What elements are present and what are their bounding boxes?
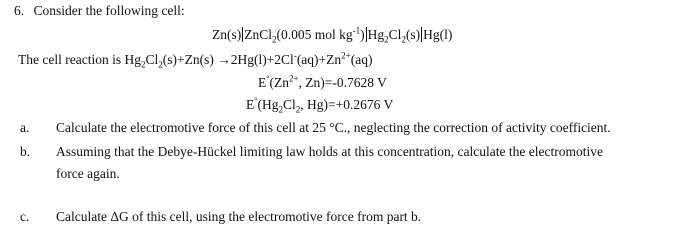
standard-potential-hg: $E^\circ(Hg_2Cl_2$, Hg)=+0.2676 V (246, 96, 394, 115)
phase-boundary (421, 27, 422, 42)
cell-cathode: Hg(l) (423, 27, 453, 42)
cell-anode: Zn(s) (212, 27, 242, 42)
part-b-label: b. (20, 144, 31, 159)
cell-concentration: (0.005 mol kg (276, 27, 353, 42)
part-c-text: Calculate ΔG of this cell, using the electromotive force from part b. (56, 209, 422, 224)
question-header (14, 4, 185, 18)
question-number: 6. (14, 3, 25, 18)
part-b-text: Assuming that the Debye-Hückel limiting law holds at this concentration, calculate the electromotive (56, 144, 603, 159)
part-a-label: a. (20, 120, 30, 135)
question-intro: Consider the following cell: (33, 3, 185, 18)
standard-potential-zn: $E^\circ(Zn^{2+}$, Zn)=-0.7628 V (258, 73, 387, 90)
part-b-text-cont: force again. (56, 166, 120, 181)
cell-reaction: The cell reaction is $Hg_2Cl_2(s)+Zn(s) \to 2Hg(l)+2Cl^-(aq)+Zn^{2+}(aq)$ (18, 50, 373, 70)
phase-boundary (366, 27, 367, 42)
cell-electrolyte: ZnCl (244, 27, 273, 42)
part-a-text: Calculate the electromotive force of this cell at 25 °C., neglecting the correction of activity coefficient. (56, 120, 611, 135)
cell-notation: Zn(s) ZnCl$_2$(0.005 mol $kg^{-1}$) $Hg_2Cl_2(s)$ Hg(l) (212, 25, 453, 45)
cell-cathode-salt: Hg (367, 27, 385, 42)
part-c-label: c. (20, 209, 30, 224)
